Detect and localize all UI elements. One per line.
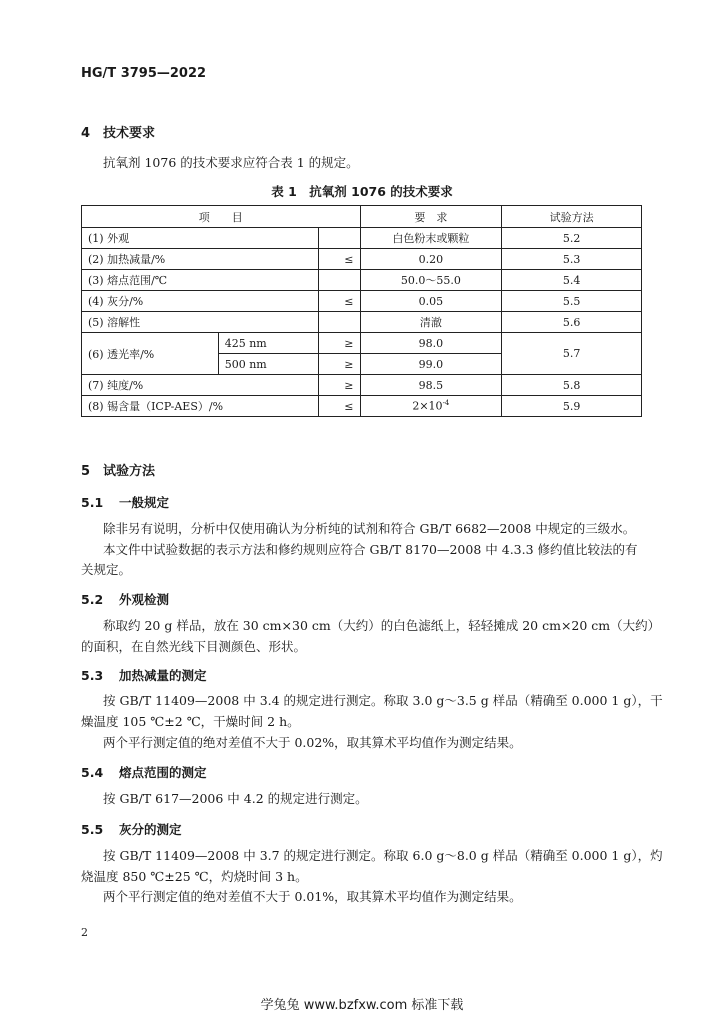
section-5-5-para-2: 两个平行测定值的绝对差值不大于 0.01%，取其算术平均值作为测定结果。	[103, 889, 522, 904]
section-title: 加热减量的测定	[119, 668, 207, 683]
table-header-row	[82, 206, 642, 228]
row-item: (4) 灰分/%	[82, 291, 319, 312]
section-number: 4	[81, 126, 91, 141]
section-5-4-heading	[81, 763, 207, 781]
row-item: (6) 透光率/%	[82, 333, 219, 375]
section-5-5-heading	[81, 820, 182, 838]
row-symbol	[318, 228, 360, 249]
row-method: 5.5	[502, 291, 642, 312]
row-requirement: 清澈	[360, 312, 502, 333]
table-row	[82, 375, 642, 396]
row-item: (5) 溶解性	[82, 312, 319, 333]
row-method: 5.7	[502, 333, 642, 375]
section-4-heading	[81, 122, 155, 141]
header-method: 试验方法	[502, 206, 642, 228]
row-symbol	[318, 312, 360, 333]
section-title: 熔点范围的测定	[119, 765, 207, 780]
section-4-intro: 抗氧剂 1076 的技术要求应符合表 1 的规定。	[103, 155, 359, 170]
row-requirement: 50.0～55.0	[360, 270, 502, 291]
section-number: 5.3	[81, 668, 104, 683]
section-5-2-para-line-2: 的面积，在自然光线下目测颜色、形状。	[81, 639, 307, 654]
section-5-3-para-1-line-1: 按 GB/T 11409—2008 中 3.4 的规定进行测定。称取 3.0 g～3.5 g 样品（精确至 0.000 1 g），干	[103, 693, 663, 708]
row-item: (7) 纯度/%	[82, 375, 319, 396]
table-row	[82, 249, 642, 270]
row-item: (1) 外观	[82, 228, 319, 249]
footer-watermark: 学兔兔 www.bzfxw.com 标准下载	[260, 998, 464, 1013]
row-symbol	[318, 270, 360, 291]
row-item: (2) 加热减量/%	[82, 249, 319, 270]
section-5-3-heading	[81, 666, 207, 684]
table-row	[82, 270, 642, 291]
section-5-1-para-2-line-1: 本文件中试验数据的表示方法和修约规则应符合 GB/T 8170—2008 中 4.3.3 修约值比较法的有	[103, 542, 638, 557]
requirement-exponent: -4	[442, 399, 450, 408]
section-5-2-heading	[81, 590, 169, 608]
requirement-base: 2×10	[412, 399, 443, 413]
section-title: 外观检测	[119, 592, 170, 607]
page-number: 2	[81, 926, 88, 939]
row-symbol: ≥	[318, 375, 360, 396]
section-number: 5.1	[81, 495, 104, 510]
section-5-5-para-1-line-2: 烧温度 850 ℃±25 ℃，灼烧时间 3 h。	[81, 869, 308, 884]
table-row	[82, 228, 642, 249]
row-wavelength: 500 nm	[218, 354, 318, 375]
row-method: 5.8	[502, 375, 642, 396]
section-5-3-para-1-line-2: 燥温度 105 ℃±2 ℃，干燥时间 2 h。	[81, 714, 300, 729]
row-symbol: ≤	[318, 396, 360, 417]
header-requirement: 要 求	[360, 206, 502, 228]
table-1-title: 表 1 抗氧剂 1076 的技术要求	[271, 184, 453, 199]
row-symbol: ≤	[318, 291, 360, 312]
row-symbol: ≥	[318, 333, 360, 354]
table-row	[82, 333, 642, 354]
row-method: 5.9	[502, 396, 642, 417]
row-method: 5.2	[502, 228, 642, 249]
section-title: 试验方法	[103, 464, 156, 479]
row-requirement: 0.05	[360, 291, 502, 312]
section-number: 5.5	[81, 822, 104, 837]
row-method: 5.3	[502, 249, 642, 270]
section-5-heading	[81, 460, 155, 479]
row-requirement	[360, 396, 502, 417]
row-requirement: 98.0	[360, 333, 502, 354]
section-number: 5.4	[81, 765, 104, 780]
section-5-3-para-2: 两个平行测定值的绝对差值不大于 0.02%，取其算术平均值作为测定结果。	[103, 735, 522, 750]
row-item: (3) 熔点范围/℃	[82, 270, 319, 291]
section-5-2-para-line-1: 称取约 20 g 样品，放在 30 cm×30 cm（大约）的白色滤纸上，轻轻摊成 20 cm×20 cm（大约）	[103, 618, 661, 633]
table-row	[82, 312, 642, 333]
row-symbol: ≥	[318, 354, 360, 375]
section-title: 一般规定	[119, 495, 170, 510]
spec-table	[81, 205, 642, 417]
row-method: 5.4	[502, 270, 642, 291]
section-number: 5.2	[81, 592, 104, 607]
section-5-1-para-1: 除非另有说明，分析中仅使用确认为分析纯的试剂和符合 GB/T 6682—2008 中规定的三级水。	[103, 521, 636, 536]
section-number: 5	[81, 464, 91, 479]
row-requirement: 0.20	[360, 249, 502, 270]
row-symbol: ≤	[318, 249, 360, 270]
row-method: 5.6	[502, 312, 642, 333]
row-requirement: 白色粉末或颗粒	[360, 228, 502, 249]
row-wavelength: 425 nm	[218, 333, 318, 354]
row-requirement: 98.5	[360, 375, 502, 396]
section-title: 技术要求	[103, 126, 156, 141]
section-title: 灰分的测定	[119, 822, 182, 837]
row-item: (8) 锡含量（ICP-AES）/%	[82, 396, 319, 417]
document-id: HG/T 3795—2022	[81, 66, 207, 81]
section-5-1-para-2-line-2: 关规定。	[81, 562, 132, 577]
section-5-4-para: 按 GB/T 617—2006 中 4.2 的规定进行测定。	[103, 791, 368, 806]
header-item: 项 目	[82, 206, 361, 228]
table-row	[82, 396, 642, 417]
row-requirement: 99.0	[360, 354, 502, 375]
section-5-5-para-1-line-1: 按 GB/T 11409—2008 中 3.7 的规定进行测定。称取 6.0 g～8.0 g 样品（精确至 0.000 1 g），灼	[103, 848, 663, 863]
table-row	[82, 291, 642, 312]
section-5-1-heading	[81, 493, 169, 511]
